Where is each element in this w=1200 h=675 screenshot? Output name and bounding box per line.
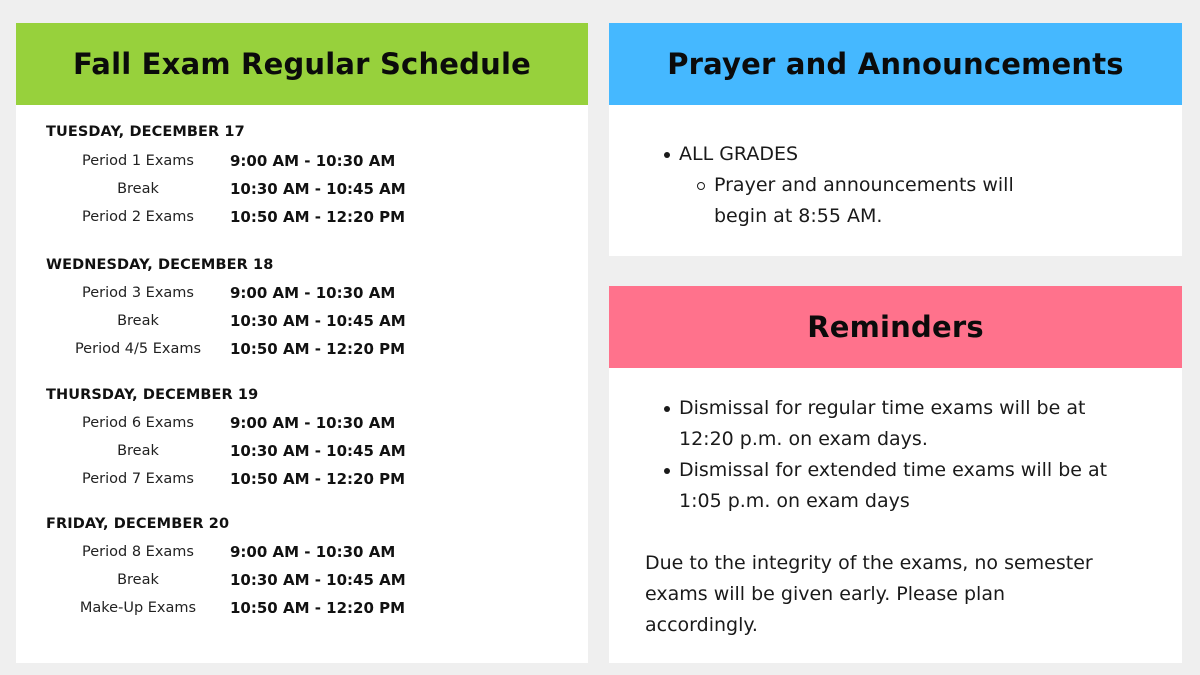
- day-title: FRIDAY, DECEMBER 20: [46, 516, 230, 532]
- reminders-panel: [609, 286, 1182, 663]
- schedule-row: [46, 307, 406, 335]
- item-line: 1:05 p.m. on exam days: [679, 490, 910, 512]
- schedule-row: [46, 175, 406, 203]
- prayer-panel: [609, 23, 1182, 256]
- item-line: 12:20 p.m. on exam days.: [679, 428, 928, 450]
- row-label: Period 7 Exams: [82, 471, 194, 487]
- row-time: 10:30 AM - 10:45 AM: [230, 442, 406, 460]
- schedule-row: [46, 566, 406, 594]
- row-time: 9:00 AM - 10:30 AM: [230, 414, 396, 432]
- day-block-wednesday: [16, 256, 406, 363]
- reminders-list: [679, 393, 1107, 517]
- sub-line: Prayer and announcements will: [714, 174, 1014, 196]
- row-label: Period 3 Exams: [82, 285, 194, 301]
- row-label: Period 8 Exams: [82, 544, 194, 560]
- note-line: accordingly.: [645, 614, 758, 636]
- row-label: Period 4/5 Exams: [74, 341, 202, 357]
- day-block-thursday: [16, 386, 406, 493]
- row-time: 10:30 AM - 10:45 AM: [230, 571, 406, 589]
- schedule-row: [46, 409, 406, 437]
- row-label: Make-Up Exams: [79, 600, 197, 616]
- schedule-row: [46, 203, 406, 231]
- sub-list-item: [714, 170, 1014, 232]
- schedule-title: Fall Exam Regular Schedule: [16, 23, 588, 105]
- schedule-row: [46, 147, 406, 175]
- prayer-sub-list: [714, 170, 1014, 232]
- row-time: 10:30 AM - 10:45 AM: [230, 312, 406, 330]
- schedule-panel: [16, 23, 588, 663]
- item-line: Dismissal for extended time exams will be at: [679, 459, 1108, 481]
- row-label: Break: [117, 443, 159, 459]
- item-line: Dismissal for regular time exams will be at: [679, 397, 1086, 419]
- row-label: Period 1 Exams: [82, 153, 194, 169]
- list-item: ALL GRADES: [679, 139, 798, 170]
- schedule-row: [46, 465, 406, 493]
- prayer-title: Prayer and Announcements: [609, 23, 1182, 105]
- prayer-list: [679, 139, 798, 170]
- row-time: 9:00 AM - 10:30 AM: [230, 152, 396, 170]
- row-time: 9:00 AM - 10:30 AM: [230, 284, 396, 302]
- day-title: WEDNESDAY, DECEMBER 18: [46, 257, 274, 273]
- row-time: 9:00 AM - 10:30 AM: [230, 543, 396, 561]
- row-label: Period 6 Exams: [82, 415, 194, 431]
- row-time: 10:50 AM - 12:20 PM: [230, 470, 406, 488]
- day-block-tuesday: [16, 123, 406, 231]
- schedule-row: [46, 279, 406, 307]
- row-label: Break: [117, 181, 159, 197]
- list-item: [679, 455, 1107, 517]
- row-time: 10:50 AM - 12:20 PM: [230, 340, 406, 358]
- day-title: THURSDAY, DECEMBER 19: [46, 387, 259, 403]
- day-block-friday: [16, 515, 406, 622]
- row-time: 10:50 AM - 12:20 PM: [230, 599, 406, 617]
- schedule-row: [46, 538, 406, 566]
- row-time: 10:30 AM - 10:45 AM: [230, 180, 406, 198]
- schedule-row: [46, 594, 406, 622]
- row-time: 10:50 AM - 12:20 PM: [230, 208, 406, 226]
- reminders-title: Reminders: [609, 286, 1182, 368]
- day-title: TUESDAY, DECEMBER 17: [46, 124, 245, 140]
- note-line: exams will be given early. Please plan: [645, 583, 1006, 605]
- schedule-row: [46, 335, 406, 363]
- note-line: Due to the integrity of the exams, no semester: [645, 552, 1093, 574]
- row-label: Break: [117, 572, 159, 588]
- schedule-row: [46, 437, 406, 465]
- list-item: [679, 393, 1107, 455]
- sub-line: begin at 8:55 AM.: [714, 205, 883, 227]
- row-label: Break: [117, 313, 159, 329]
- integrity-note: [645, 548, 1093, 641]
- row-label: Period 2 Exams: [82, 209, 194, 225]
